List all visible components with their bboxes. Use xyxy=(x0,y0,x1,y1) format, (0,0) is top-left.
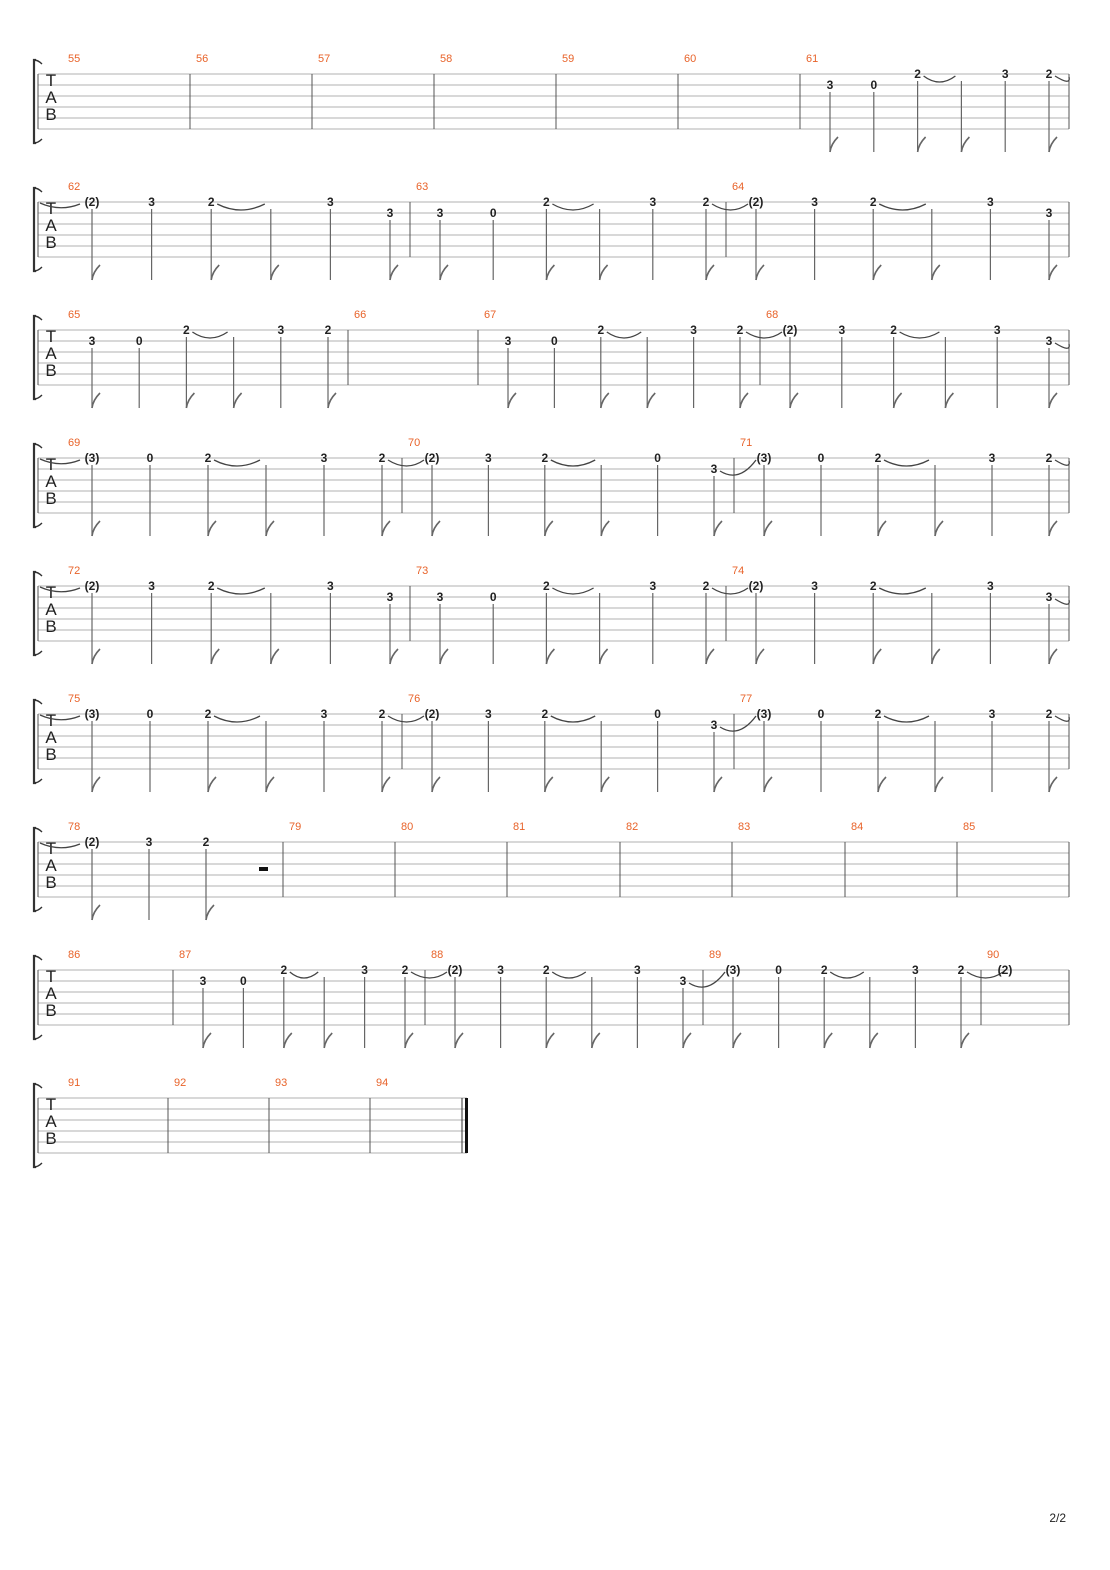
tab-clef-letter: B xyxy=(45,1129,57,1148)
eighth-flag xyxy=(873,649,881,664)
fret-number: 3 xyxy=(649,195,657,209)
eighth-flag xyxy=(208,777,216,792)
eighth-flag xyxy=(935,521,943,536)
eighth-flag xyxy=(211,649,219,664)
fret-number: (2) xyxy=(748,195,764,209)
eighth-flag xyxy=(873,265,881,280)
fret-number: 3 xyxy=(988,707,996,721)
fret-number: 3 xyxy=(436,206,444,220)
eighth-flag xyxy=(455,1033,463,1048)
fret-number: (2) xyxy=(84,835,100,849)
eighth-flag xyxy=(600,649,608,664)
fret-number: 0 xyxy=(135,334,143,348)
fret-number: 3 xyxy=(145,835,153,849)
eighth-flag xyxy=(208,521,216,536)
tab-clef-letter: B xyxy=(45,1001,57,1020)
tab-clef-letter: B xyxy=(45,105,57,124)
measure-number: 84 xyxy=(851,821,864,833)
eighth-flag xyxy=(432,777,440,792)
eighth-flag xyxy=(271,649,279,664)
eighth-flag xyxy=(647,393,655,408)
eighth-flag xyxy=(740,393,748,408)
fret-number: 2 xyxy=(378,707,386,721)
fret-number: 3 xyxy=(277,323,285,337)
eighth-flag xyxy=(878,521,886,536)
measure-number: 78 xyxy=(68,821,81,833)
eighth-flag xyxy=(405,1033,413,1048)
tab-clef-letter: B xyxy=(45,489,57,508)
tie-arc xyxy=(607,332,641,338)
fret-number: (2) xyxy=(84,579,100,593)
tie-arc xyxy=(879,588,926,594)
eighth-flag xyxy=(1049,521,1057,536)
eighth-flag xyxy=(324,1033,332,1048)
tie-arc xyxy=(879,204,926,210)
fret-number: (3) xyxy=(725,963,741,977)
fret-number: 2 xyxy=(736,323,744,337)
tab-clef-letter: B xyxy=(45,617,57,636)
tie-arc xyxy=(884,716,929,722)
eighth-flag xyxy=(92,649,100,664)
eighth-flag xyxy=(918,137,926,152)
fret-number: 2 xyxy=(1045,707,1053,721)
eighth-flag xyxy=(382,777,390,792)
tie-arc xyxy=(746,332,782,338)
eighth-flag xyxy=(932,265,940,280)
fret-number: (3) xyxy=(84,451,100,465)
measure-number: 90 xyxy=(987,949,1000,961)
tab-clef-letter: A xyxy=(45,88,57,107)
measure-number: 89 xyxy=(709,949,722,961)
fret-number: 3 xyxy=(320,707,328,721)
tab-clef-letter: A xyxy=(45,216,57,235)
tie-arc xyxy=(214,460,260,466)
fret-number: 3 xyxy=(320,451,328,465)
fret-number: 2 xyxy=(280,963,288,977)
measure-number: 55 xyxy=(68,53,81,65)
fret-number: 2 xyxy=(957,963,965,977)
fret-number: 2 xyxy=(702,579,710,593)
eighth-flag xyxy=(1049,265,1057,280)
system-bracket xyxy=(34,828,36,911)
tab-clef-letter: B xyxy=(45,361,57,380)
eighth-flag xyxy=(92,521,100,536)
measure-number: 85 xyxy=(963,821,976,833)
measure-number: 63 xyxy=(416,181,429,193)
fret-number: 2 xyxy=(541,707,549,721)
fret-number: 0 xyxy=(817,451,825,465)
measure-number: 87 xyxy=(179,949,192,961)
tab-clef-letter: T xyxy=(45,455,57,474)
measure-number: 65 xyxy=(68,309,81,321)
fret-number: 3 xyxy=(826,78,834,92)
eighth-flag xyxy=(601,521,609,536)
tab-clef-letter: T xyxy=(45,327,57,346)
fret-number: 2 xyxy=(324,323,332,337)
tab-clef-letter: A xyxy=(45,472,57,491)
eighth-flag xyxy=(266,777,274,792)
fret-number: 2 xyxy=(401,963,409,977)
fret-number: 2 xyxy=(890,323,897,337)
eighth-flag xyxy=(328,393,336,408)
measure-number: 92 xyxy=(174,1077,187,1089)
fret-number: 0 xyxy=(146,451,154,465)
tie-arc xyxy=(411,972,447,978)
tab-clef-letter: A xyxy=(45,984,57,1003)
fret-number: 3 xyxy=(504,334,512,348)
tie-arc xyxy=(551,460,595,466)
fret-number: 2 xyxy=(204,451,212,465)
eighth-flag xyxy=(203,1033,211,1048)
eighth-flag xyxy=(1049,777,1057,792)
measure-number: 73 xyxy=(416,565,429,577)
tie-arc xyxy=(214,716,260,722)
measure-number: 83 xyxy=(738,821,751,833)
fret-number: 2 xyxy=(869,579,877,593)
tie-arc xyxy=(830,972,864,978)
fret-number: 3 xyxy=(988,451,996,465)
system-bracket xyxy=(34,60,36,143)
measure-number: 69 xyxy=(68,437,81,449)
fret-number: 2 xyxy=(378,451,386,465)
eighth-flag xyxy=(440,649,448,664)
system-bracket xyxy=(34,316,36,399)
tab-clef-letter: T xyxy=(45,711,57,730)
measure-number: 91 xyxy=(68,1077,81,1089)
measure-number: 60 xyxy=(684,53,697,65)
eighth-flag xyxy=(211,265,219,280)
fret-number: (3) xyxy=(756,707,772,721)
eighth-flag xyxy=(600,265,608,280)
eighth-flag xyxy=(382,521,390,536)
fret-number: 2 xyxy=(202,835,210,849)
tie-arc xyxy=(192,332,227,338)
fret-number: 3 xyxy=(148,195,155,209)
measure-number: 67 xyxy=(484,309,497,321)
fret-number: 0 xyxy=(489,590,497,604)
eighth-flag xyxy=(894,393,902,408)
tie-arc xyxy=(712,588,748,594)
fret-number: (2) xyxy=(782,323,798,337)
measure-number: 75 xyxy=(68,693,81,705)
fret-number: (2) xyxy=(748,579,764,593)
system-bracket xyxy=(34,572,36,655)
fret-number: (3) xyxy=(756,451,772,465)
eighth-flag xyxy=(706,265,714,280)
eighth-flag xyxy=(266,521,274,536)
fret-number: 2 xyxy=(204,707,212,721)
fret-number: 3 xyxy=(710,462,718,476)
fret-number: 3 xyxy=(386,590,394,604)
fret-number: 3 xyxy=(485,451,492,465)
fret-number: 3 xyxy=(327,195,334,209)
measure-number: 57 xyxy=(318,53,331,65)
fret-number: 2 xyxy=(874,707,882,721)
measure-number: 80 xyxy=(401,821,414,833)
measure-number: 62 xyxy=(68,181,81,193)
tie-arc xyxy=(388,716,424,722)
fret-number: 0 xyxy=(489,206,497,220)
fret-number: (2) xyxy=(997,963,1013,977)
tab-clef-letter: B xyxy=(45,745,57,764)
fret-number: 3 xyxy=(361,963,368,977)
measure-number: 58 xyxy=(440,53,453,65)
fret-number: 0 xyxy=(551,334,558,348)
eighth-flag xyxy=(92,265,100,280)
system-bracket xyxy=(34,700,36,783)
tab-clef-letter: T xyxy=(45,583,57,602)
measure-number: 70 xyxy=(408,437,421,449)
fret-number: 3 xyxy=(679,974,687,988)
tie-arc xyxy=(552,204,593,210)
eighth-flag xyxy=(961,137,969,152)
eighth-flag xyxy=(706,649,714,664)
tab-clef-letter: A xyxy=(45,728,57,747)
tab-clef-letter: T xyxy=(45,839,57,858)
tie-arc xyxy=(388,460,424,466)
eighth-flag xyxy=(508,393,516,408)
fret-number: 2 xyxy=(207,579,215,593)
tie-arc xyxy=(689,972,725,987)
eighth-flag xyxy=(945,393,953,408)
tie-arc xyxy=(924,76,956,82)
fret-number: 3 xyxy=(88,334,96,348)
fret-number: 3 xyxy=(497,963,504,977)
eighth-flag xyxy=(390,265,398,280)
eighth-flag xyxy=(1049,137,1057,152)
fret-number: 3 xyxy=(690,323,697,337)
fret-number: 3 xyxy=(1045,590,1053,604)
fret-number: 2 xyxy=(542,963,550,977)
eighth-flag xyxy=(790,393,798,408)
eighth-flag xyxy=(714,521,722,536)
page-number: 2/2 xyxy=(1049,1511,1066,1525)
fret-number: 2 xyxy=(874,451,882,465)
eighth-flag xyxy=(440,265,448,280)
fret-number: 2 xyxy=(541,451,549,465)
eighth-flag xyxy=(206,905,214,920)
eighth-flag xyxy=(546,265,554,280)
system-bracket xyxy=(34,956,36,1039)
fret-number: 0 xyxy=(240,974,247,988)
eighth-flag xyxy=(756,649,764,664)
fret-number: 3 xyxy=(838,323,846,337)
eighth-flag xyxy=(714,777,722,792)
measure-number: 68 xyxy=(766,309,779,321)
fret-number: 2 xyxy=(207,195,215,209)
eighth-flag xyxy=(878,777,886,792)
tie-arc xyxy=(1055,599,1069,604)
eighth-flag xyxy=(545,777,553,792)
fret-number: 3 xyxy=(811,579,818,593)
tie-arc xyxy=(712,204,748,210)
fret-number: 0 xyxy=(146,707,154,721)
tab-clef-letter: A xyxy=(45,344,57,363)
fret-number: 2 xyxy=(869,195,877,209)
tie-arc xyxy=(217,588,265,594)
eighth-flag xyxy=(824,1033,832,1048)
fret-number: (3) xyxy=(84,707,100,721)
measure-number: 56 xyxy=(196,53,209,65)
eighth-flag xyxy=(592,1033,600,1048)
tie-arc xyxy=(552,972,586,978)
eighth-flag xyxy=(935,777,943,792)
tie-arc xyxy=(720,716,756,731)
fret-number: 3 xyxy=(148,579,155,593)
measure-number: 81 xyxy=(513,821,526,833)
fret-number: 3 xyxy=(1045,334,1053,348)
tab-clef-letter: B xyxy=(45,873,57,892)
tab-clef-letter: A xyxy=(45,856,57,875)
tie-arc xyxy=(1055,343,1069,348)
tie-arc xyxy=(884,460,929,466)
system-bracket xyxy=(34,1084,36,1167)
measure-number: 88 xyxy=(431,949,444,961)
fret-number: 2 xyxy=(702,195,710,209)
fret-number: 2 xyxy=(543,195,550,209)
tie-arc xyxy=(290,972,318,978)
fret-number: 3 xyxy=(327,579,334,593)
eighth-flag xyxy=(764,521,772,536)
measure-number: 76 xyxy=(408,693,421,705)
eighth-flag xyxy=(870,1033,878,1048)
tab-clef-letter: B xyxy=(45,233,57,252)
fret-number: 2 xyxy=(597,323,605,337)
half-rest xyxy=(259,867,268,871)
fret-number: (2) xyxy=(84,195,100,209)
fret-number: 3 xyxy=(987,579,994,593)
measure-number: 59 xyxy=(562,53,575,65)
fret-number: 0 xyxy=(870,78,878,92)
fret-number: 0 xyxy=(654,451,661,465)
fret-number: 3 xyxy=(634,963,641,977)
eighth-flag xyxy=(601,777,609,792)
eighth-flag xyxy=(432,521,440,536)
fret-number: (2) xyxy=(447,963,463,977)
measure-number: 94 xyxy=(376,1077,389,1089)
measure-number: 79 xyxy=(289,821,302,833)
fret-number: 2 xyxy=(1045,67,1053,81)
tab-clef-letter: T xyxy=(45,967,57,986)
measure-number: 64 xyxy=(732,181,745,193)
system-bracket xyxy=(34,188,36,271)
fret-number: 3 xyxy=(1001,67,1009,81)
fret-number: 2 xyxy=(914,67,921,81)
eighth-flag xyxy=(961,1033,969,1048)
tab-clef-letter: A xyxy=(45,1112,57,1131)
eighth-flag xyxy=(390,649,398,664)
tie-arc xyxy=(217,204,265,210)
measure-number: 71 xyxy=(740,437,753,449)
tie-arc xyxy=(552,588,593,594)
eighth-flag xyxy=(546,1033,554,1048)
eighth-flag xyxy=(601,393,609,408)
eighth-flag xyxy=(92,393,100,408)
fret-number: 3 xyxy=(1045,206,1053,220)
eighth-flag xyxy=(234,393,242,408)
eighth-flag xyxy=(546,649,554,664)
fret-number: 3 xyxy=(485,707,492,721)
eighth-flag xyxy=(830,137,838,152)
eighth-flag xyxy=(756,265,764,280)
measure-number: 93 xyxy=(275,1077,288,1089)
fret-number: (2) xyxy=(424,707,440,721)
eighth-flag xyxy=(92,777,100,792)
fret-number: 3 xyxy=(811,195,818,209)
tie-arc xyxy=(1055,76,1069,81)
tab-clef-letter: A xyxy=(45,600,57,619)
fret-number: 2 xyxy=(820,963,828,977)
measure-number: 72 xyxy=(68,565,81,577)
eighth-flag xyxy=(545,521,553,536)
system-bracket xyxy=(34,444,36,527)
tab-clef-letter: T xyxy=(45,71,57,90)
fret-number: 3 xyxy=(436,590,444,604)
final-barline-thick xyxy=(465,1098,468,1153)
eighth-flag xyxy=(92,905,100,920)
fret-number: 2 xyxy=(1045,451,1053,465)
tab-clef-letter: T xyxy=(45,199,57,218)
measure-number: 77 xyxy=(740,693,753,705)
fret-number: 2 xyxy=(183,323,190,337)
measure-number: 82 xyxy=(626,821,639,833)
eighth-flag xyxy=(1049,649,1057,664)
eighth-flag xyxy=(683,1033,691,1048)
fret-number: 0 xyxy=(654,707,661,721)
fret-number: 0 xyxy=(817,707,825,721)
eighth-flag xyxy=(186,393,194,408)
fret-number: 3 xyxy=(912,963,919,977)
measure-number: 66 xyxy=(354,309,367,321)
eighth-flag xyxy=(1049,393,1057,408)
fret-number: 2 xyxy=(543,579,550,593)
fret-number: 3 xyxy=(987,195,994,209)
fret-number: 3 xyxy=(386,206,394,220)
fret-number: 0 xyxy=(775,963,782,977)
fret-number: 3 xyxy=(710,718,718,732)
eighth-flag xyxy=(733,1033,741,1048)
eighth-flag xyxy=(932,649,940,664)
measure-number: 74 xyxy=(732,565,745,577)
measure-number: 86 xyxy=(68,949,81,961)
fret-number: 3 xyxy=(199,974,207,988)
fret-number: (2) xyxy=(424,451,440,465)
fret-number: 3 xyxy=(993,323,1001,337)
eighth-flag xyxy=(271,265,279,280)
tie-arc xyxy=(551,716,595,722)
tie-arc xyxy=(1055,716,1069,721)
eighth-flag xyxy=(764,777,772,792)
tie-arc xyxy=(900,332,940,338)
fret-number: 3 xyxy=(649,579,657,593)
tie-arc xyxy=(1055,460,1069,465)
tab-clef-letter: T xyxy=(45,1095,57,1114)
measure-number: 61 xyxy=(806,53,819,65)
tie-arc xyxy=(720,460,756,475)
eighth-flag xyxy=(284,1033,292,1048)
